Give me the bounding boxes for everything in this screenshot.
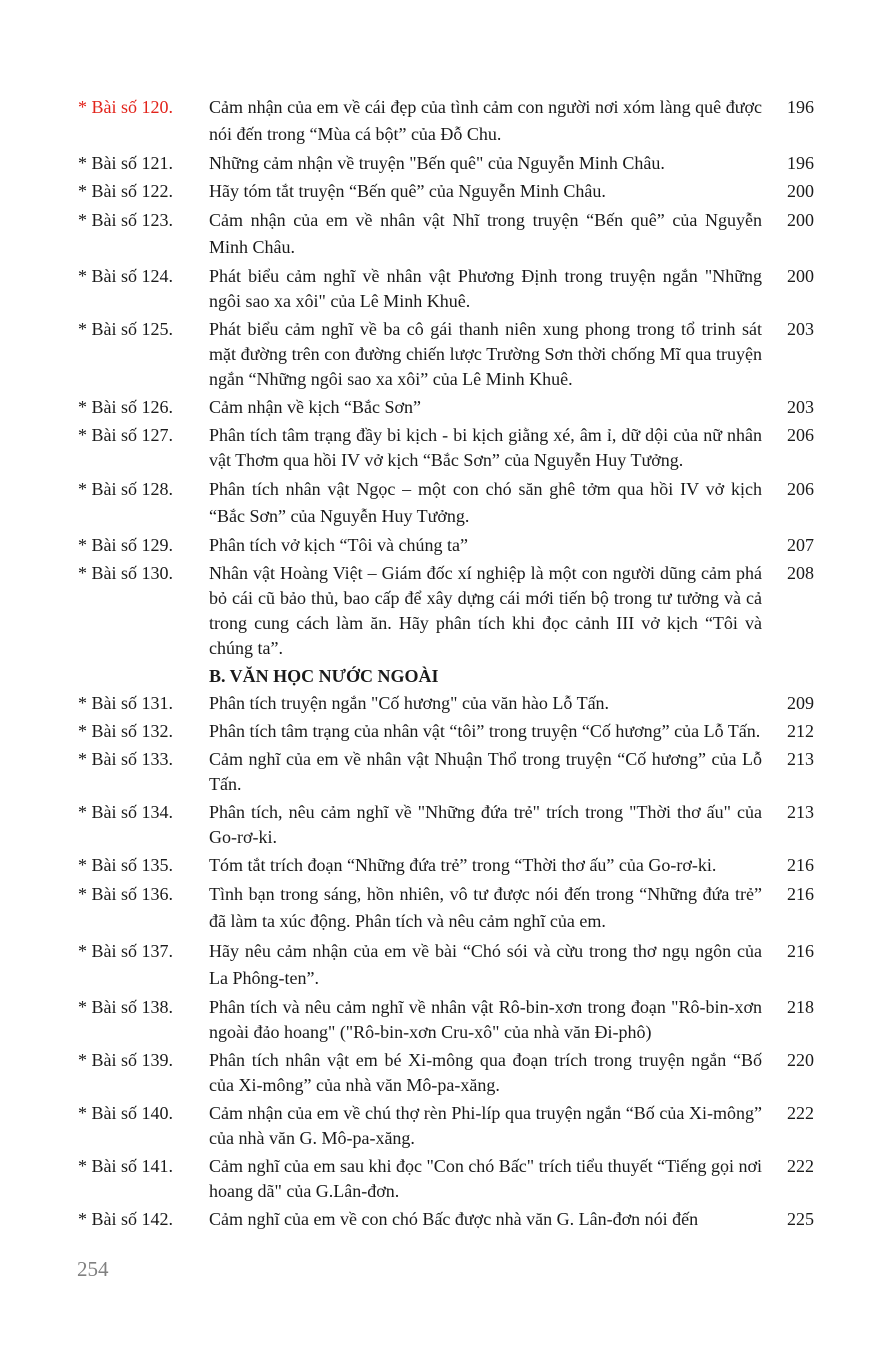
entry-page: 225 bbox=[787, 1209, 814, 1229]
toc-entry bbox=[78, 395, 818, 420]
toc-entry bbox=[78, 179, 818, 204]
entry-title: Phát biểu cảm nghĩ về ba cô gái thanh niên xung phong trong tổ trinh sát mặt đường trên con đường chiến lược Trường Sơn thời chống Mĩ qua truyện ngắn “Những ngôi sao xa xôi” của Lê Minh Khuê. bbox=[209, 319, 762, 389]
entry-page: 208 bbox=[787, 563, 814, 583]
entry-title: Cảm nghĩ của em sau khi đọc "Con chó Bấc" trích tiểu thuyết “Tiếng gọi nơi hoang dã" của G.Lân-đơn. bbox=[209, 1156, 762, 1201]
entry-title: Hãy nêu cảm nhận của em về bài “Chó sói và cừu trong thơ ngụ ngôn của La Phông-ten”. bbox=[209, 941, 762, 988]
toc-entry bbox=[78, 207, 818, 261]
entry-page: 200 bbox=[787, 266, 814, 286]
entry-title: Tình bạn trong sáng, hồn nhiên, vô tư được nói đến trong “Những đứa trẻ” đã làm ta xúc động. Phân tích và nêu cảm nghĩ của em. bbox=[209, 884, 762, 931]
entry-title: Phân tích nhân vật em bé Xi-mông qua đoạn trích trong truyện ngắn “Bố của Xi-mông” của nhà văn Mô-pa-xăng. bbox=[209, 1050, 762, 1095]
toc-entry bbox=[78, 938, 818, 992]
entry-page: 216 bbox=[787, 941, 814, 961]
entry-title: Cảm nhận của em về cái đẹp của tình cảm con người nơi xóm làng quê được nói đến trong “Mùa cá bột” của Đỗ Chu. bbox=[209, 97, 762, 144]
entry-page: 200 bbox=[787, 210, 814, 230]
entry-page: 218 bbox=[787, 997, 814, 1017]
entry-number: * Bài số 136. bbox=[78, 884, 174, 904]
toc-entry bbox=[78, 476, 818, 530]
entry-number: * Bài số 121. bbox=[78, 153, 174, 173]
entry-number: * Bài số 141. bbox=[78, 1156, 174, 1176]
entry-number: * Bài số 140. bbox=[78, 1103, 174, 1123]
entry-number: * Bài số 123. bbox=[78, 210, 174, 230]
toc-list-vietnamese bbox=[78, 94, 818, 661]
entry-title: Phân tích, nêu cảm nghĩ về "Những đứa trẻ" trích trong "Thời thơ ấu" của Go-rơ-ki. bbox=[209, 802, 762, 847]
entry-number: * Bài số 128. bbox=[78, 479, 174, 499]
entry-page: 196 bbox=[787, 97, 814, 117]
entry-number: * Bài số 125. bbox=[78, 319, 174, 339]
entry-number: * Bài số 131. bbox=[78, 693, 174, 713]
entry-page: 216 bbox=[787, 884, 814, 904]
toc-entry bbox=[78, 1154, 818, 1204]
entry-title: Cảm nhận của em về nhân vật Nhĩ trong truyện “Bến quê” của Nguyễn Minh Châu. bbox=[209, 210, 762, 257]
entry-number: * Bài số 122. bbox=[78, 181, 174, 201]
entry-number: * Bài số 120. bbox=[78, 97, 174, 117]
entry-title: Hãy tóm tắt truyện “Bến quê” của Nguyễn Minh Châu. bbox=[209, 181, 606, 201]
entry-page: 203 bbox=[787, 397, 814, 417]
entry-title: Cảm nhận về kịch “Bắc Sơn” bbox=[209, 397, 421, 417]
table-of-contents bbox=[78, 94, 818, 1235]
toc-entry bbox=[78, 881, 818, 935]
toc-entry bbox=[78, 1048, 818, 1098]
toc-entry bbox=[78, 423, 818, 473]
entry-number: * Bài số 137. bbox=[78, 941, 174, 961]
entry-number: * Bài số 127. bbox=[78, 425, 174, 445]
entry-title: Phân tích nhân vật Ngọc – một con chó săn ghê tởm qua hồi IV vở kịch “Bắc Sơn” của Nguyễn Huy Tưởng. bbox=[209, 479, 762, 526]
entry-title: Cảm nghĩ của em về nhân vật Nhuận Thổ trong truyện “Cố hương” của Lỗ Tấn. bbox=[209, 749, 762, 794]
entry-page: 206 bbox=[787, 479, 814, 499]
entry-number: * Bài số 132. bbox=[78, 721, 174, 741]
entry-page: 222 bbox=[787, 1156, 814, 1176]
entry-page: 213 bbox=[787, 749, 814, 769]
toc-entry bbox=[78, 719, 818, 744]
entry-page: 216 bbox=[787, 855, 814, 875]
entry-number: * Bài số 126. bbox=[78, 397, 174, 417]
entry-page: 200 bbox=[787, 181, 814, 201]
entry-number: * Bài số 135. bbox=[78, 855, 174, 875]
entry-page: 206 bbox=[787, 425, 814, 445]
page-number: 254 bbox=[77, 1257, 109, 1281]
entry-title: Những cảm nhận về truyện "Bến quê" của Nguyễn Minh Châu. bbox=[209, 153, 665, 173]
entry-title: Phân tích tâm trạng của nhân vật “tôi” trong truyện “Cố hương” của Lỗ Tấn. bbox=[209, 721, 761, 741]
toc-entry bbox=[78, 995, 818, 1045]
entry-number: * Bài số 138. bbox=[78, 997, 174, 1017]
entry-page: 203 bbox=[787, 319, 814, 339]
section-heading: B. VĂN HỌC NƯỚC NGOÀI bbox=[209, 666, 439, 686]
toc-list-foreign bbox=[78, 691, 818, 1232]
entry-number: * Bài số 142. bbox=[78, 1209, 174, 1229]
entry-title: Cảm nghĩ của em về con chó Bấc được nhà văn G. Lân-đơn nói đến bbox=[209, 1209, 699, 1229]
entry-page: 209 bbox=[787, 693, 814, 713]
entry-title: Phân tích và nêu cảm nghĩ về nhân vật Rô-bin-xơn trong đoạn "Rô-bin-xơn ngoài đảo hoang" ("Rô-bin-xơn Cru-xô" của nhà văn Đi-phô) bbox=[209, 997, 762, 1042]
entry-page: 213 bbox=[787, 802, 814, 822]
entry-number: * Bài số 133. bbox=[78, 749, 174, 769]
toc-entry bbox=[78, 853, 818, 878]
entry-title: Phân tích tâm trạng đầy bi kịch - bi kịch giằng xé, âm ỉ, dữ dội của nữ nhân vật Thơm qua hồi IV vở kịch “Bắc Sơn” của Nguyễn Huy Tưởng. bbox=[209, 425, 762, 470]
toc-entry bbox=[78, 800, 818, 850]
entry-title: Phát biểu cảm nghĩ về nhân vật Phương Định trong truyện ngắn "Những ngôi sao xa xôi" của Lê Minh Khuê. bbox=[209, 266, 762, 311]
toc-entry bbox=[78, 94, 818, 148]
toc-entry bbox=[78, 151, 818, 176]
entry-title: Cảm nhận của em về chú thợ rèn Phi-líp qua truyện ngắn “Bố của Xi-mông” của nhà văn G. Mô-pa-xăng. bbox=[209, 1103, 762, 1148]
entry-title: Phân tích truyện ngắn "Cố hương" của văn hào Lỗ Tấn. bbox=[209, 693, 610, 713]
entry-page: 196 bbox=[787, 153, 814, 173]
entry-title: Tóm tắt trích đoạn “Những đứa trẻ” trong “Thời thơ ấu” của Go-rơ-ki. bbox=[209, 855, 717, 875]
toc-entry bbox=[78, 691, 818, 716]
entry-number: * Bài số 124. bbox=[78, 266, 174, 286]
entry-number: * Bài số 130. bbox=[78, 563, 174, 583]
toc-entry bbox=[78, 561, 818, 661]
entry-number: * Bài số 134. bbox=[78, 802, 174, 822]
toc-entry bbox=[78, 1207, 818, 1232]
toc-entry bbox=[78, 317, 818, 392]
toc-entry bbox=[78, 747, 818, 797]
entry-number: * Bài số 139. bbox=[78, 1050, 174, 1070]
toc-entry bbox=[78, 1101, 818, 1151]
entry-title: Nhân vật Hoàng Việt – Giám đốc xí nghiệp là một con người dũng cảm phá bỏ cái cũ bảo thủ, bao cấp để xây dựng cái mới tiến bộ trong tư tưởng và cả trong cung cách làm ăn. Hãy phân tích khi đọc cảnh III vở kịch “Tôi và chúng ta”. bbox=[209, 563, 762, 658]
entry-number: * Bài số 129. bbox=[78, 535, 174, 555]
entry-page: 222 bbox=[787, 1103, 814, 1123]
entry-page: 212 bbox=[787, 721, 814, 741]
toc-entry bbox=[78, 264, 818, 314]
toc-entry bbox=[78, 533, 818, 558]
entry-page: 207 bbox=[787, 535, 814, 555]
entry-page: 220 bbox=[787, 1050, 814, 1070]
entry-title: Phân tích vở kịch “Tôi và chúng ta” bbox=[209, 535, 468, 555]
